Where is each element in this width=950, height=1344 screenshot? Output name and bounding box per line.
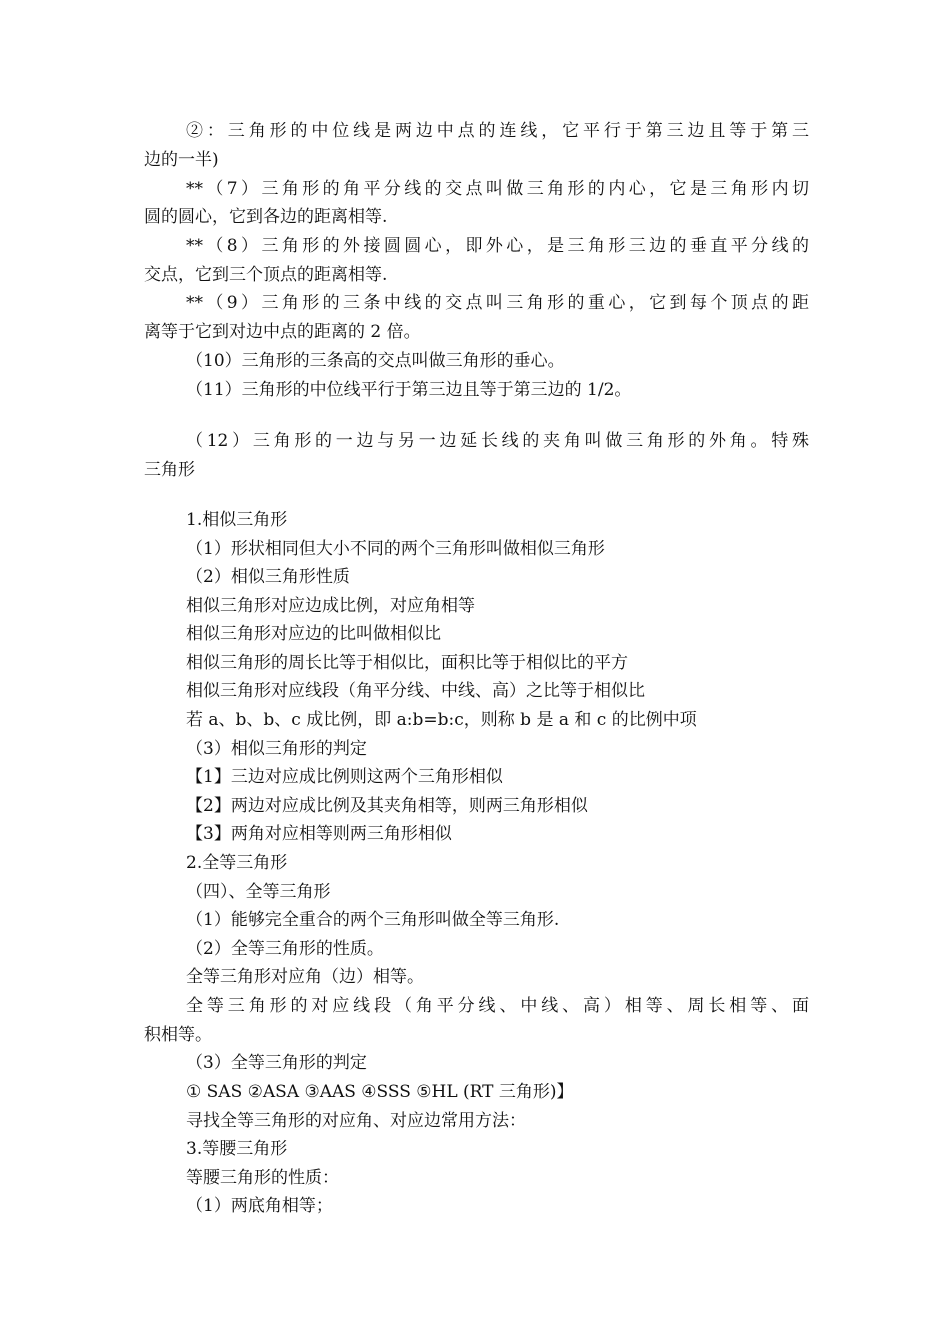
text-line: 等腰三角形的性质： <box>186 1168 339 1188</box>
text-line: （四）、全等三角形 <box>186 882 331 902</box>
text-line: （1）两底角相等； <box>186 1196 333 1216</box>
text-line: （3）全等三角形的判定 <box>186 1053 367 1073</box>
text-line: **（9）三角形的三条中线的交点叫三角形的重心，它到每个顶点的距 <box>186 293 809 313</box>
text-line: 相似三角形对应边成比例，对应角相等 <box>186 596 475 616</box>
text-line: （3）相似三角形的判定 <box>186 739 367 759</box>
text-line: 相似三角形的周长比等于相似比，面积比等于相似比的平方 <box>186 653 628 673</box>
text-line: 全等三角形的对应线段（角平分线、中线、高）相等、周长相等、面 <box>186 996 809 1016</box>
text-line: （2）相似三角形性质 <box>186 567 350 587</box>
text-line: **（7）三角形的角平分线的交点叫做三角形的内心，它是三角形内切 <box>186 179 809 199</box>
text-line: **（8）三角形的外接圆圆心，即外心，是三角形三边的垂直平分线的 <box>186 236 809 256</box>
text-line: 【1】三边对应成比例则这两个三角形相似 <box>186 767 503 787</box>
text-line: （1）能够完全重合的两个三角形叫做全等三角形. <box>186 910 560 930</box>
text-line: 【3】两角对应相等则两三角形相似 <box>186 824 452 844</box>
text-line: 全等三角形对应角（边）相等。 <box>186 967 424 987</box>
text-line: （10）三角形的三条高的交点叫做三角形的垂心。 <box>186 351 565 371</box>
section-heading: 2.全等三角形 <box>186 853 288 873</box>
text-line: 圆的圆心，它到各边的距离相等. <box>144 207 388 227</box>
text-line: 交点，它到三个顶点的距离相等. <box>144 265 388 285</box>
text-line: 边的一半) <box>144 150 219 170</box>
section-heading: 1.相似三角形 <box>186 510 288 530</box>
text-line: 三角形 <box>144 460 195 480</box>
text-line: 离等于它到对边中点的距离的 2 倍。 <box>144 322 421 342</box>
section-heading: 3.等腰三角形 <box>186 1139 288 1159</box>
text-line: 寻找全等三角形的对应角、对应边常用方法： <box>186 1111 526 1131</box>
text-line: （2）全等三角形的性质。 <box>186 939 384 959</box>
text-line: （11）三角形的中位线平行于第三边且等于第三边的 1/2。 <box>186 380 632 400</box>
text-line: （12）三角形的一边与另一边延长线的夹角叫做三角形的外角。特殊 <box>186 431 809 451</box>
text-line: 相似三角形对应边的比叫做相似比 <box>186 624 441 644</box>
text-line: ① SAS ②ASA ③AAS ④SSS ⑤HL (RT 三角形)】 <box>186 1082 574 1102</box>
text-line: （1）形状相同但大小不同的两个三角形叫做相似三角形 <box>186 539 605 559</box>
text-line: 若 a、b、b、c 成比例，即 a:b=b:c，则称 b 是 a 和 c 的比例中项 <box>186 710 697 730</box>
text-line: ②：三角形的中位线是两边中点的连线，它平行于第三边且等于第三 <box>186 121 809 141</box>
text-line: 相似三角形对应线段（角平分线、中线、高）之比等于相似比 <box>186 681 645 701</box>
text-line: 积相等。 <box>144 1025 212 1045</box>
text-line: 【2】两边对应成比例及其夹角相等，则两三角形相似 <box>186 796 588 816</box>
